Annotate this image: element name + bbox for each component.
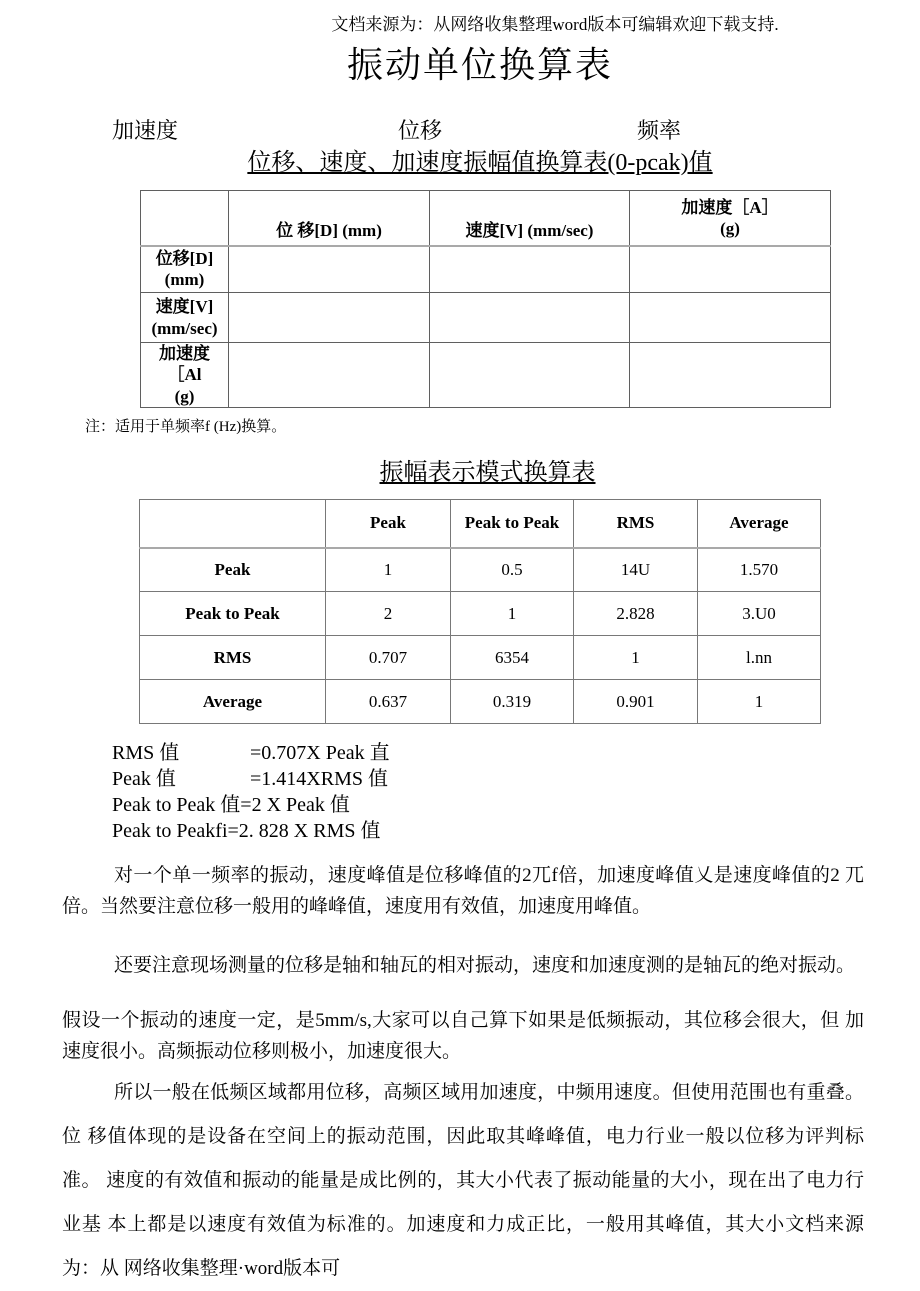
t2-cell: 2.828 (574, 592, 698, 636)
t1-col-header-acceleration-line2: (g) (720, 218, 740, 238)
t2-cell: 1 (698, 680, 821, 724)
source-note: 文档来源为：从网络收集整理word版本可编辑欢迎下载支持. (331, 15, 779, 34)
t2-col-header-peak: Peak (326, 499, 451, 548)
t2-row-label: Peak to Peak (140, 592, 326, 636)
formula-lhs: Peak to Peakfi=2. 828 X RMS 值 (112, 820, 381, 843)
t2-cell: 1.570 (698, 548, 821, 592)
formula-list (112, 740, 920, 844)
paragraph-usage-ranges: 所以一般在低频区域都用位移，高频区域用加速度，中频用速度。但使用范围也有重叠。位 移值体现的是设备在空间上的振动范围，因此取其峰峰值，电力行业一般以位移为评判标准。 速度的有效值和振动的能量是成比例的，其大小代表了振动能量的大小，现在出了电力行业基 本上都是以速度有效值为标准的。加速度和力成正比，一般用其峰值，其大小文档来源为：从 网络收集整理·word版本可 (62, 1082, 864, 1280)
t2-cell: 6354 (451, 636, 574, 680)
t2-cell: 3.U0 (698, 592, 821, 636)
table1-title: 位移、速度、加速度振幅值换算表(0-pcak)值 (247, 150, 713, 176)
t2-row-label: Peak (140, 548, 326, 592)
amplitude-mode-table (139, 499, 821, 725)
t2-col-header-rms: RMS (574, 499, 698, 548)
t1-cell-empty (430, 246, 630, 293)
t1-corner-cell (141, 191, 229, 246)
t1-cell-empty (229, 293, 430, 343)
t1-cell-empty (430, 343, 630, 408)
t2-cell: 1 (451, 592, 574, 636)
t1-cell-empty (630, 343, 831, 408)
label-displacement: 位移 (398, 118, 443, 143)
t2-cell: 0.707 (326, 636, 451, 680)
t1-cell-empty (229, 246, 430, 293)
t2-row-label: RMS (140, 636, 326, 680)
t1-row-header-velocity (141, 293, 229, 343)
formula-rhs: =0.707X Peak 直 (250, 742, 390, 765)
t1-row-header-displacement (141, 246, 229, 293)
formula-line-peak-to-peak (112, 792, 920, 818)
t1-row-header-acceleration-line2: (g) (174, 386, 195, 406)
t2-cell: 1 (326, 548, 451, 592)
t2-cell: l.nn (698, 636, 821, 680)
t1-row-header-displacement-line2: (mm) (164, 270, 205, 290)
label-acceleration: 加速度 (112, 118, 179, 143)
t1-row-header-velocity-line1: 速度[V] (155, 297, 214, 317)
paragraph-single-frequency: 对一个单一频率的振动，速度峰值是位移峰值的2兀f倍，加速度峰值乂是速度峰值的2 兀倍。当然要注意位移一般用的峰峰值，速度用有效值，加速度用峰值。 (62, 865, 864, 918)
t1-col-header-displacement: 位 移[D] (mm) (229, 191, 430, 246)
t2-cell: 2 (326, 592, 451, 636)
paragraph-assumption: 假设一个振动的速度一定，是5mm/s,大家可以自己算下如果是低频振动，其位移会很大，但 加速度很小。高频振动位移则极小，加速度很大。 (62, 1010, 864, 1063)
amplitude-conversion-table (140, 190, 831, 408)
t1-row-header-displacement-line1: 位移[D] (155, 249, 214, 268)
t1-cell-empty (430, 293, 630, 343)
paragraph-field-measurement: 还要注意现场测量的位移是轴和轴瓦的相对振动，速度和加速度测的是轴瓦的绝对振动。 (114, 955, 856, 977)
label-frequency: 频率 (637, 118, 682, 143)
t1-row-header-velocity-line2: (mm/sec) (151, 318, 218, 338)
t1-cell-empty (229, 343, 430, 408)
formula-line-peak-to-peak-rms (112, 818, 920, 844)
formula-rhs: =1.414XRMS 值 (250, 768, 388, 791)
t1-cell-empty (630, 246, 831, 293)
table2-title: 振幅表示模式换算表 (379, 459, 596, 486)
t2-col-header-peak-to-peak: Peak to Peak (451, 499, 574, 548)
formula-lhs: RMS 值 (112, 742, 180, 765)
t1-row-header-acceleration-line1: 加速度［Al (159, 344, 210, 385)
formula-line-rms (112, 740, 920, 766)
formula-lhs: Peak 值 (112, 768, 176, 791)
t2-col-header-average: Average (698, 499, 821, 548)
t1-row-header-acceleration (141, 343, 229, 408)
t1-col-header-acceleration-line1: 加速度［A］ (681, 197, 779, 217)
formula-line-peak (112, 766, 920, 792)
table1-note: 注：适用于单频率f (Hz)换算。 (85, 418, 287, 435)
page-title: 振动单位换算表 (346, 45, 613, 85)
t1-col-header-velocity: 速度[V] (mm/sec) (430, 191, 630, 246)
t2-cell: 0.5 (451, 548, 574, 592)
t2-cell: 14U (574, 548, 698, 592)
t2-cell: 0.901 (574, 680, 698, 724)
t2-cell: 1 (574, 636, 698, 680)
t1-cell-empty (630, 293, 831, 343)
t2-cell: 0.319 (451, 680, 574, 724)
t2-row-label: Average (140, 680, 326, 724)
t1-col-header-acceleration (630, 191, 831, 246)
corner-labels-row (0, 114, 920, 142)
formula-lhs: Peak to Peak 值=2 X Peak 值 (112, 794, 350, 817)
t2-corner-cell (140, 499, 326, 548)
t2-cell: 0.637 (326, 680, 451, 724)
